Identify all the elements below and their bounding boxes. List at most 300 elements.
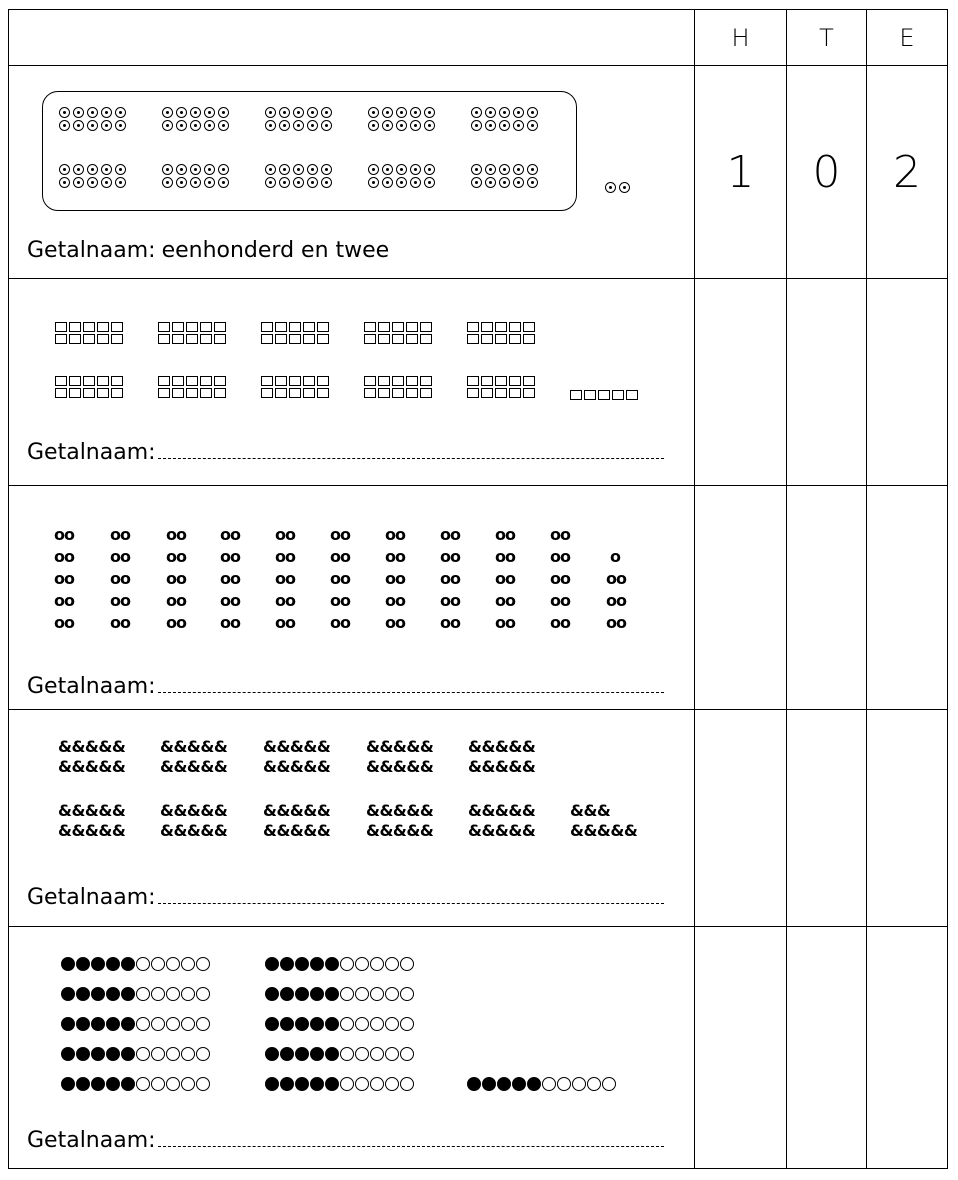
oo-pair: oo xyxy=(220,525,240,544)
ring-group xyxy=(265,164,332,188)
bead-open xyxy=(400,1077,414,1091)
ring-dot xyxy=(396,164,407,175)
bead-open xyxy=(385,1047,399,1061)
bead-filled xyxy=(106,1077,120,1091)
loose-ampersands: &&& &&&&& xyxy=(570,801,638,840)
oo-pair: oo xyxy=(330,591,350,610)
column-header-t: T xyxy=(819,23,834,52)
square xyxy=(186,322,198,332)
bead-filled xyxy=(76,1017,90,1031)
square xyxy=(172,322,184,332)
square-row xyxy=(570,390,637,400)
oo-pair: oo xyxy=(550,547,570,566)
ring-dot xyxy=(59,164,70,175)
row1-digit-h: 1 xyxy=(726,146,755,198)
bead-filled xyxy=(325,1017,339,1031)
square-row xyxy=(261,322,328,332)
bead-filled xyxy=(310,987,324,1001)
oo-pair: oo xyxy=(440,547,460,566)
ring-dot xyxy=(190,164,201,175)
bead-filled xyxy=(325,957,339,971)
square xyxy=(406,322,418,332)
bead-filled xyxy=(310,1047,324,1061)
ring-dot xyxy=(73,164,84,175)
square xyxy=(97,376,109,386)
oo-pair: oo xyxy=(220,547,240,566)
bead-filled xyxy=(467,1077,481,1091)
bead-string xyxy=(467,1077,616,1091)
square xyxy=(378,334,390,344)
square xyxy=(172,388,184,398)
ring-dot xyxy=(176,120,187,131)
ring-dot xyxy=(527,164,538,175)
ring-group xyxy=(368,164,435,188)
ring-group xyxy=(471,164,538,188)
bead-open xyxy=(602,1077,616,1091)
square xyxy=(97,322,109,332)
bead-filled xyxy=(61,987,75,1001)
ring-dot xyxy=(485,177,496,188)
square xyxy=(364,376,376,386)
row3-answer-line[interactable] xyxy=(158,691,664,693)
ring-dot xyxy=(265,164,276,175)
grid-line-row4 xyxy=(9,926,947,927)
bead-open xyxy=(196,987,210,1001)
square xyxy=(69,322,81,332)
ring-dot xyxy=(410,177,421,188)
square-group xyxy=(55,322,122,344)
bead-open xyxy=(151,957,165,971)
square xyxy=(317,388,329,398)
square xyxy=(200,334,212,344)
row5-answer-line[interactable] xyxy=(158,1145,664,1147)
loose-squares xyxy=(570,390,637,400)
square xyxy=(200,376,212,386)
ring-dot xyxy=(513,107,524,118)
square xyxy=(495,322,507,332)
ring-dot xyxy=(87,107,98,118)
square xyxy=(626,390,638,400)
square xyxy=(392,334,404,344)
square xyxy=(55,334,67,344)
ring-dot xyxy=(162,177,173,188)
square xyxy=(172,334,184,344)
ring-dot xyxy=(279,120,290,131)
square xyxy=(598,390,610,400)
bead-filled xyxy=(91,987,105,1001)
row2-answer-line[interactable] xyxy=(158,457,664,459)
oo-pair: oo xyxy=(110,613,130,632)
square-row xyxy=(364,334,431,344)
ring-dot xyxy=(485,164,496,175)
ring-group xyxy=(59,107,126,131)
ring-dot xyxy=(396,120,407,131)
square xyxy=(364,334,376,344)
square xyxy=(392,322,404,332)
row4-label-text: Getalnaam: xyxy=(27,885,156,910)
ring-dot xyxy=(471,120,482,131)
square xyxy=(111,322,123,332)
row2-label-text: Getalnaam: xyxy=(27,440,156,465)
ring-row xyxy=(59,164,126,175)
ampersand-group: &&&&& &&&&& xyxy=(468,737,536,776)
square xyxy=(509,376,521,386)
square xyxy=(275,388,287,398)
bead-filled xyxy=(482,1077,496,1091)
square-row xyxy=(467,322,534,332)
bead-open xyxy=(400,957,414,971)
square xyxy=(83,334,95,344)
bead-open xyxy=(166,1047,180,1061)
square-group xyxy=(261,322,328,344)
bead-open xyxy=(355,1017,369,1031)
ring-row xyxy=(162,107,229,118)
bead-filled xyxy=(325,1047,339,1061)
square xyxy=(69,334,81,344)
square xyxy=(275,322,287,332)
square-group xyxy=(467,322,534,344)
bead-filled xyxy=(121,1077,135,1091)
row1-label-text: Getalnaam: xyxy=(27,238,156,263)
ring-dot xyxy=(471,107,482,118)
bead-filled xyxy=(295,1017,309,1031)
square xyxy=(200,322,212,332)
ring-dot xyxy=(59,177,70,188)
bead-open xyxy=(385,987,399,1001)
square xyxy=(158,376,170,386)
bead-open xyxy=(370,957,384,971)
square xyxy=(467,388,479,398)
bead-filled xyxy=(280,957,294,971)
ring-dot xyxy=(368,107,379,118)
bead-open xyxy=(196,1077,210,1091)
bead-open xyxy=(355,957,369,971)
bead-filled xyxy=(280,1017,294,1031)
ring-row xyxy=(265,107,332,118)
bead-filled xyxy=(76,1047,90,1061)
square xyxy=(467,334,479,344)
square xyxy=(303,388,315,398)
oo-pair: oo xyxy=(166,569,186,588)
ring-row xyxy=(368,164,435,175)
ring-dot xyxy=(101,107,112,118)
column-header-h: H xyxy=(731,23,750,52)
ring-dot xyxy=(162,120,173,131)
ring-row xyxy=(471,164,538,175)
oo-pair: oo xyxy=(495,591,515,610)
bead-open xyxy=(151,1077,165,1091)
ring-dot xyxy=(59,107,70,118)
ring-row xyxy=(59,107,126,118)
square xyxy=(612,390,624,400)
bead-filled xyxy=(295,957,309,971)
oo-pair: oo xyxy=(330,613,350,632)
ring-dot xyxy=(368,120,379,131)
square xyxy=(495,376,507,386)
square xyxy=(214,322,226,332)
ring-dot xyxy=(218,177,229,188)
ring-row xyxy=(265,164,332,175)
ring-dot xyxy=(410,107,421,118)
bead-filled xyxy=(295,1077,309,1091)
bead-open xyxy=(557,1077,571,1091)
ring-dot xyxy=(115,164,126,175)
square xyxy=(97,334,109,344)
oo-pair: oo xyxy=(495,569,515,588)
ring-dot xyxy=(396,177,407,188)
square xyxy=(158,388,170,398)
row5-label xyxy=(27,1128,664,1153)
oo-pair: oo xyxy=(220,613,240,632)
oo-pair: oo xyxy=(275,569,295,588)
ring-dot xyxy=(424,164,435,175)
oo-pair: oo xyxy=(54,569,74,588)
bead-open xyxy=(400,1047,414,1061)
bead-filled xyxy=(280,1047,294,1061)
ring-dot xyxy=(162,164,173,175)
square xyxy=(481,322,493,332)
bead-filled xyxy=(295,987,309,1001)
bead-filled xyxy=(76,987,90,1001)
square xyxy=(69,376,81,386)
grid-line-row1 xyxy=(9,278,947,279)
square xyxy=(406,334,418,344)
square xyxy=(97,388,109,398)
square xyxy=(275,376,287,386)
row1-answer: eenhonderd en twee xyxy=(161,238,390,263)
bead-open xyxy=(166,987,180,1001)
bead-filled xyxy=(61,1047,75,1061)
bead-string xyxy=(265,1047,414,1061)
bead-open xyxy=(355,987,369,1001)
ring-dot xyxy=(115,107,126,118)
ring-dot xyxy=(499,164,510,175)
oo-pair: oo xyxy=(440,591,460,610)
ring-dot xyxy=(279,107,290,118)
ring-dot xyxy=(513,120,524,131)
ring-dot xyxy=(204,177,215,188)
ring-dot xyxy=(368,177,379,188)
ring-dot xyxy=(382,177,393,188)
bead-filled xyxy=(310,1017,324,1031)
row1-digit-t: 0 xyxy=(812,146,841,198)
bead-filled xyxy=(280,987,294,1001)
square-row xyxy=(261,376,328,386)
ring-dot xyxy=(424,177,435,188)
square xyxy=(200,388,212,398)
square xyxy=(481,376,493,386)
ring-dot xyxy=(218,120,229,131)
bead-filled xyxy=(121,1017,135,1031)
ring-row xyxy=(471,107,538,118)
ring-dot xyxy=(73,107,84,118)
square-row xyxy=(364,322,431,332)
ampersand-group: &&&&& &&&&& xyxy=(366,801,434,840)
bead-filled xyxy=(280,1077,294,1091)
square xyxy=(420,388,432,398)
bead-filled xyxy=(106,957,120,971)
square xyxy=(420,376,432,386)
square xyxy=(317,334,329,344)
bead-open xyxy=(181,1077,195,1091)
ring-dot xyxy=(101,120,112,131)
square xyxy=(55,388,67,398)
square-row xyxy=(55,388,122,398)
square xyxy=(186,376,198,386)
bead-filled xyxy=(61,1077,75,1091)
bead-open xyxy=(370,1077,384,1091)
ring-dot xyxy=(619,182,630,193)
bead-open xyxy=(572,1077,586,1091)
square-row xyxy=(261,334,328,344)
square xyxy=(406,376,418,386)
ring-dot xyxy=(321,120,332,131)
bead-filled xyxy=(265,987,279,1001)
ring-dot xyxy=(321,177,332,188)
bead-filled xyxy=(121,957,135,971)
ring-dot xyxy=(605,182,616,193)
ring-dot xyxy=(471,177,482,188)
row3-label xyxy=(27,674,664,699)
oo-pair: oo xyxy=(385,569,405,588)
square xyxy=(406,388,418,398)
square xyxy=(214,388,226,398)
bead-filled xyxy=(497,1077,511,1091)
oo-pair: oo xyxy=(220,591,240,610)
ring-dot xyxy=(424,120,435,131)
ring-row xyxy=(162,120,229,131)
oo-pair: oo xyxy=(110,547,130,566)
ring-dot xyxy=(190,107,201,118)
oo-pair: oo xyxy=(110,525,130,544)
bead-open xyxy=(400,1017,414,1031)
ring-dot xyxy=(87,177,98,188)
ring-dot xyxy=(527,120,538,131)
oo-pair: oo xyxy=(330,547,350,566)
bead-string xyxy=(265,1017,414,1031)
o-single: o xyxy=(610,547,620,566)
bead-string xyxy=(265,1077,414,1091)
bead-filled xyxy=(265,957,279,971)
bead-open xyxy=(400,987,414,1001)
bead-open xyxy=(136,1047,150,1061)
oo-pair: oo xyxy=(550,613,570,632)
bead-open xyxy=(587,1077,601,1091)
ring-dot xyxy=(321,164,332,175)
ring-row xyxy=(162,177,229,188)
square xyxy=(467,322,479,332)
ring-dot xyxy=(204,164,215,175)
oo-pair: oo xyxy=(606,591,626,610)
row4-answer-line[interactable] xyxy=(158,902,664,904)
bead-filled xyxy=(295,1047,309,1061)
square xyxy=(378,388,390,398)
bead-filled xyxy=(76,1077,90,1091)
bead-open xyxy=(151,987,165,1001)
bead-filled xyxy=(512,1077,526,1091)
bead-open xyxy=(340,987,354,1001)
bead-filled xyxy=(106,1017,120,1031)
row1-label xyxy=(27,238,389,263)
square xyxy=(509,388,521,398)
ampersand-group: &&&&& &&&&& xyxy=(160,737,228,776)
oo-pair: oo xyxy=(330,569,350,588)
ring-dot xyxy=(190,120,201,131)
ring-dot xyxy=(471,164,482,175)
bead-open xyxy=(136,1077,150,1091)
square-row xyxy=(467,388,534,398)
oo-pair: oo xyxy=(54,525,74,544)
square xyxy=(303,322,315,332)
ring-dot xyxy=(115,120,126,131)
bead-open xyxy=(196,1017,210,1031)
square xyxy=(378,322,390,332)
ring-dot xyxy=(410,164,421,175)
ring-group xyxy=(59,164,126,188)
bead-open xyxy=(136,957,150,971)
oo-pair: oo xyxy=(166,591,186,610)
square xyxy=(392,376,404,386)
square xyxy=(186,334,198,344)
ring-dot xyxy=(73,177,84,188)
oo-pair: oo xyxy=(275,547,295,566)
ring-group xyxy=(265,107,332,131)
square xyxy=(261,388,273,398)
bead-filled xyxy=(265,1077,279,1091)
oo-pair: oo xyxy=(606,569,626,588)
oo-pair: oo xyxy=(385,613,405,632)
oo-pair: oo xyxy=(54,547,74,566)
ring-dot xyxy=(176,177,187,188)
ring-dot xyxy=(190,177,201,188)
bead-filled xyxy=(76,957,90,971)
square xyxy=(570,390,582,400)
ring-dot xyxy=(73,120,84,131)
ring-dot xyxy=(293,107,304,118)
square-row xyxy=(364,376,431,386)
bead-filled xyxy=(527,1077,541,1091)
oo-pair: oo xyxy=(166,547,186,566)
ring-row xyxy=(605,182,630,193)
ring-dot xyxy=(293,120,304,131)
bead-filled xyxy=(325,1077,339,1091)
grid-line-row3 xyxy=(9,709,947,710)
bead-open xyxy=(181,1047,195,1061)
ampersand-group: &&&&& &&&&& xyxy=(366,737,434,776)
square xyxy=(55,376,67,386)
ring-dot xyxy=(265,177,276,188)
ring-dot xyxy=(424,107,435,118)
ampersand-group: &&&&& &&&&& xyxy=(160,801,228,840)
ring-row xyxy=(265,177,332,188)
bead-open xyxy=(340,1017,354,1031)
ring-dot xyxy=(293,164,304,175)
square xyxy=(523,322,535,332)
ring-group xyxy=(471,107,538,131)
row3-label-text: Getalnaam: xyxy=(27,674,156,699)
ring-row xyxy=(162,164,229,175)
bead-open xyxy=(340,1077,354,1091)
ring-dot xyxy=(499,107,510,118)
square xyxy=(364,322,376,332)
square-row xyxy=(55,376,122,386)
square xyxy=(111,334,123,344)
square xyxy=(69,388,81,398)
ring-dot xyxy=(527,107,538,118)
ring-dot xyxy=(115,177,126,188)
ring-dot xyxy=(218,107,229,118)
square-group xyxy=(55,376,122,398)
